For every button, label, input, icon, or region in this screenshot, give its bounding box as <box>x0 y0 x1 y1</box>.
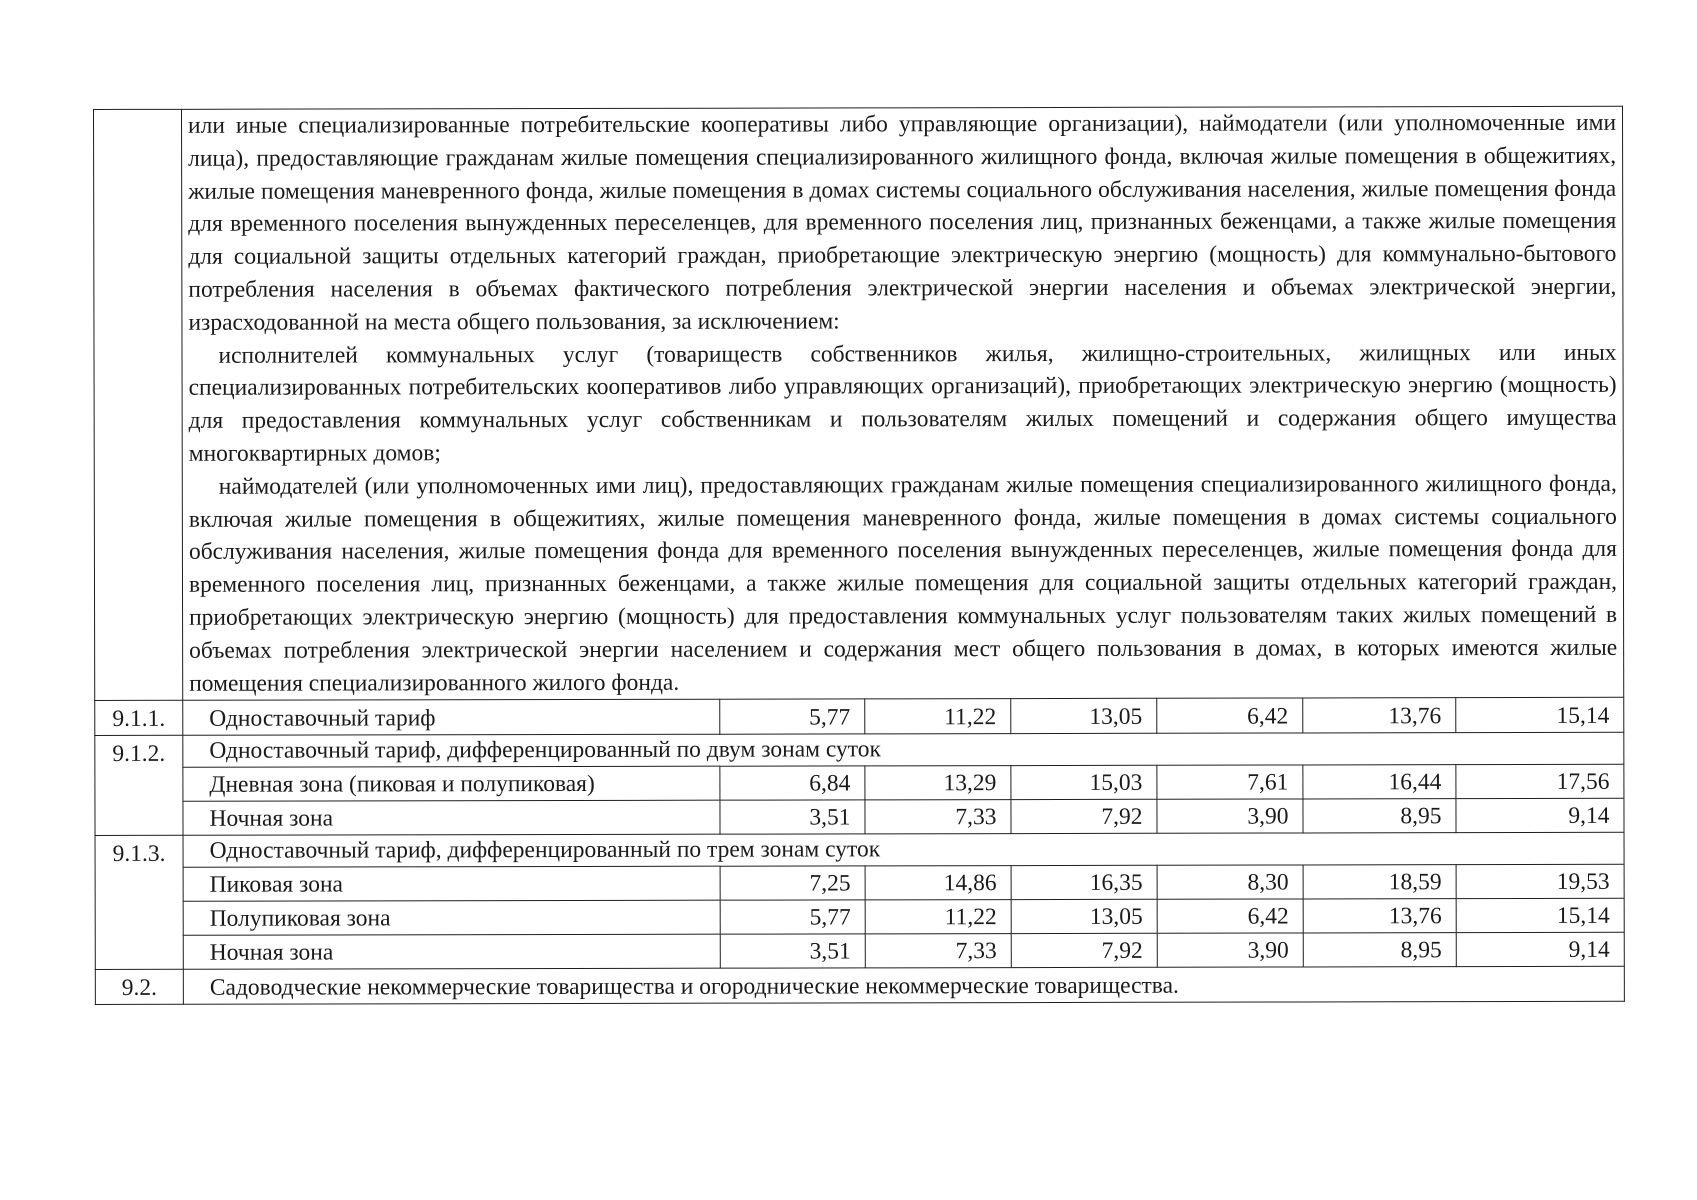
intro-text-row <box>94 106 1624 701</box>
row-code: 9.1.2. <box>95 736 183 836</box>
tariff-value: 8,30 <box>1157 865 1303 899</box>
section-heading: Садоводческие некоммерческие товарищества и огороднические некоммерческие товарищества. <box>183 967 1624 1005</box>
tariff-value: 16,35 <box>1011 866 1157 900</box>
table-row <box>95 698 1624 736</box>
tariff-value: 6,42 <box>1157 698 1303 733</box>
tariff-document-page <box>93 106 1624 1006</box>
tariff-value: 3,51 <box>720 934 865 968</box>
section-heading: Одноставочный тариф, дифференцированный по двум зонам суток <box>183 733 1624 768</box>
tariff-table <box>93 106 1625 1006</box>
paragraph-continuation: или иные специализированные потребительские кооперативы либо управляющие организации), наймодатели (или уполномоченные ими лица), предоставляющие гражданам жилые помещения специализированного жилищного фонда, включая жилые помещения в общежитиях, жилые помещения маневренного фонда, жилые помещения в домах системы социального обслуживания населения, жилые помещения фонда для временного поселения вынужденных переселенцев, для временного поселения лиц, признанных беженцами, а также жилые помещения для социальной защиты отдельных категорий граждан, приобретающие электрическую энергию (мощность) для коммунально-бытового потребления населения в объемах фактического потребления электрической энергии населения и объемах электрической энергии, израсходованной на места общего пользования, за исключением: <box>188 109 1617 336</box>
tariff-value: 8,95 <box>1303 933 1456 967</box>
paragraph-exception-utilities: исполнителей коммунальных услуг (товариществ собственников жилья, жилищно-строительных, жилищных или иных специализированных потребительских кооперативов либо управляющих организаций), приобретающих электрическую энергию (мощность) для предоставления коммунальных услуг собственникам и пользователям жилых помещений и содержания общего имущества многоквартирных домов; <box>188 339 1617 467</box>
empty-code-cell <box>94 109 183 701</box>
row-label: Ночная зона <box>183 935 720 970</box>
row-label: Пиковая зона <box>183 867 720 902</box>
row-code: 9.2. <box>95 970 183 1005</box>
tariff-value: 13,29 <box>865 766 1011 800</box>
tariff-value: 7,61 <box>1157 765 1303 799</box>
table-row <box>95 933 1624 970</box>
row-label: Дневная зона (пиковая и полупиковая) <box>183 767 720 802</box>
tariff-value: 15,14 <box>1456 698 1624 733</box>
tariff-value: 16,44 <box>1303 765 1456 799</box>
tariff-value: 5,77 <box>720 900 865 934</box>
table-row <box>95 799 1624 836</box>
tariff-value: 11,22 <box>865 699 1011 734</box>
tariff-value: 13,05 <box>1011 699 1157 734</box>
tariff-value: 9,14 <box>1456 933 1624 967</box>
table-row <box>95 899 1624 936</box>
row-label: Ночная зона <box>183 801 720 836</box>
tariff-value: 13,76 <box>1303 899 1456 933</box>
tariff-value: 5,77 <box>720 699 865 734</box>
table-row <box>95 833 1624 868</box>
tariff-value: 8,95 <box>1303 799 1456 833</box>
tariff-value: 13,05 <box>1011 900 1157 934</box>
tariff-value: 9,14 <box>1456 799 1624 833</box>
row-code: 9.1.1. <box>95 701 183 736</box>
tariff-value: 15,03 <box>1011 766 1157 800</box>
tariff-value: 6,42 <box>1157 899 1303 933</box>
row-code: 9.1.3. <box>95 836 183 970</box>
table-row <box>95 733 1624 768</box>
tariff-value: 14,86 <box>865 866 1011 900</box>
table-row <box>95 865 1624 902</box>
tariff-value: 3,90 <box>1157 933 1303 967</box>
tariff-value: 19,53 <box>1456 865 1624 899</box>
tariff-value: 3,90 <box>1157 799 1303 833</box>
tariff-value: 7,33 <box>865 800 1011 834</box>
tariff-value: 11,22 <box>865 900 1011 934</box>
section-heading: Одноставочный тариф, дифференцированный по трем зонам суток <box>183 833 1624 868</box>
paragraph-exception-landlords: наймодателей (или уполномоченных ими лиц), предоставляющих гражданам жилые помещения специализированного жилищного фонда, включая жилые помещения в общежитиях, жилые помещения маневренного фонда, жилые помещения в домах системы социального обслуживания населения, жилые помещения фонда для временного поселения вынужденных переселенцев, жилые помещения фонда для временного поселения лиц, признанных беженцами, а также жилые помещения для социальной защиты отдельных категорий граждан, приобретающих электрическую энергию (мощность) для предоставления коммунальных услуг пользователям таких жилых помещений в объемах потребления электрической энергии населением и содержания мест общего пользования в домах, в которых имеются жилые помещения специализированного жилого фонда. <box>188 470 1618 697</box>
tariff-value: 7,92 <box>1011 934 1157 968</box>
tariff-value: 7,33 <box>865 934 1011 968</box>
tariff-value: 15,14 <box>1456 899 1624 933</box>
tariff-value: 18,59 <box>1303 865 1456 899</box>
table-row <box>95 765 1624 802</box>
intro-text-cell <box>182 106 1624 700</box>
table-row <box>95 967 1624 1005</box>
tariff-value: 7,92 <box>1011 800 1157 834</box>
row-label: Одноставочный тариф <box>183 700 720 736</box>
tariff-value: 3,51 <box>720 800 865 834</box>
tariff-value: 7,25 <box>720 866 865 900</box>
tariff-value: 13,76 <box>1303 698 1456 733</box>
tariff-value: 17,56 <box>1456 765 1624 799</box>
tariff-value: 6,84 <box>720 766 865 800</box>
row-label: Полупиковая зона <box>183 901 720 936</box>
